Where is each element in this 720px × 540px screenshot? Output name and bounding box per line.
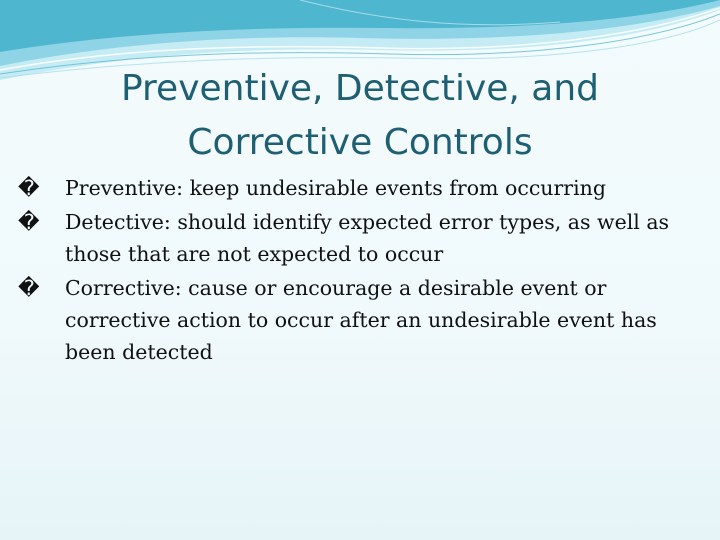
bullet-marker-icon: � — [18, 276, 40, 300]
bullet-item-preventive — [0, 172, 720, 204]
bullet-text-detective: Detective: should identify expected error types, as well as those that are not expected to occur — [65, 210, 670, 266]
slide-title — [0, 62, 720, 170]
slide-title-line-1: Preventive, Detective, and — [120, 68, 600, 109]
slide-title-line-2: Corrective Controls — [187, 122, 533, 163]
bullet-text-preventive: Preventive: keep undesirable events from occurring — [65, 176, 606, 200]
bullet-item-corrective — [0, 272, 720, 368]
bullet-item-detective — [0, 206, 720, 270]
bullet-list — [0, 172, 720, 370]
bullet-marker-icon: � — [18, 210, 40, 234]
bullet-text-corrective: Corrective: cause or encourage a desirable event or corrective action to occur after an undesirable event has been detected — [65, 276, 657, 364]
bullet-marker-icon: � — [18, 176, 40, 200]
